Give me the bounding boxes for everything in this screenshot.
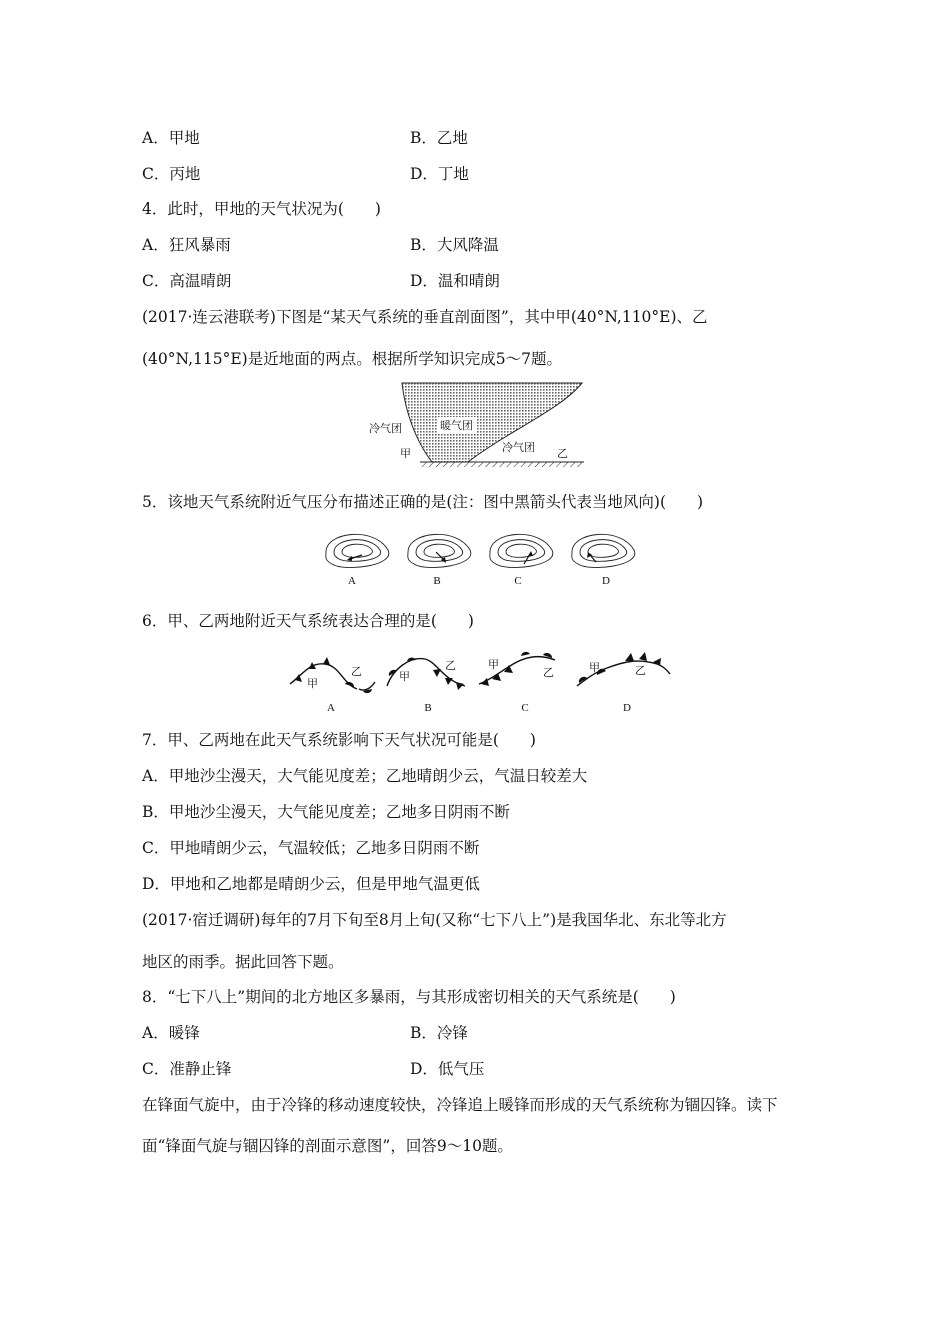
q4-option-a: A．狂风暴雨 [142,236,231,254]
q3-option-b: B．乙地 [410,129,468,147]
isobar-option-b [408,534,471,567]
front-b-jia: 甲 [399,670,410,683]
warm-air-mass-area [402,383,582,462]
intro1-line1: (2017·连云港联考)下图是“某天气系统的垂直剖面图”，其中甲(40°N,110°E)、乙 [142,308,708,326]
front-a-jia: 甲 [307,677,318,690]
point-jia-label: 甲 [400,447,411,460]
intro2-line1: (2017·宿迁调研)每年的7月下旬至8月上旬(又称“七下八上”)是我国华北、东北等北方 [142,911,727,929]
q8-option-a: A．暖锋 [142,1024,200,1042]
front-label-a: A [327,702,335,714]
front-options-figure [285,644,675,716]
q4-option-d: D．温和晴朗 [410,272,500,290]
front-label-c: C [521,702,529,714]
intro1-line2: (40°N,115°E)是近地面的两点。根据所学知识完成5～7题。 [142,350,562,368]
pressure-label-a: A [348,575,356,587]
front-c-yi: 乙 [543,666,554,679]
front-label-b: B [424,702,432,714]
q6-stem: 6．甲、乙两地附近天气系统表达合理的是( ) [142,612,474,630]
point-yi-label: 乙 [557,447,568,460]
isobar-option-c [490,534,553,567]
q7-option-d: D．甲地和乙地都是晴朗少云，但是甲地气温更低 [142,875,480,893]
isobar-option-d [572,534,635,567]
q5-stem: 5．该地天气系统附近气压分布描述正确的是(注：图中黑箭头代表当地风向)( ) [142,493,704,511]
cold-air-mass-right-label: 冷气团 [502,441,535,454]
intro3-line1: 在锋面气旋中，由于冷锋的移动速度较快，冷锋追上暖锋而形成的天气系统称为锢囚锋。读下 [142,1096,778,1114]
front-d-jia: 甲 [589,661,600,674]
isobar-option-a [326,534,389,567]
front-label-d: D [623,702,631,714]
warm-air-mass-label: 暖气团 [440,419,473,432]
pressure-label-d: D [602,575,610,587]
q7-option-b: B．甲地沙尘漫天，大气能见度差；乙地多日阴雨不断 [142,803,510,821]
cross-section-figure [360,380,590,470]
q7-option-a: A．甲地沙尘漫天，大气能见度差；乙地晴朗少云，气温日较差大 [142,767,588,785]
q8-option-d: D．低气压 [410,1060,485,1078]
front-c-jia: 甲 [488,658,499,671]
q3-option-c: C．丙地 [142,165,201,183]
pressure-options-figure [310,526,650,590]
q7-stem: 7．甲、乙两地在此天气系统影响下天气状况可能是( ) [142,731,536,749]
q8-stem: 8．“七下八上”期间的北方地区多暴雨，与其形成密切相关的天气系统是( ) [142,988,676,1006]
q8-option-c: C．准静止锋 [142,1060,232,1078]
q4-stem: 4．此时，甲地的天气状况为( ) [142,200,381,218]
q7-option-c: C．甲地晴朗少云，气温较低；乙地多日阴雨不断 [142,839,480,857]
q4-option-c: C．高温晴朗 [142,272,232,290]
front-d-yi: 乙 [635,664,646,677]
q3-option-d: D．丁地 [410,165,469,183]
pressure-label-c: C [514,575,522,587]
intro3-line2: 面“锋面气旋与锢囚锋的剖面示意图”，回答9～10题。 [142,1137,513,1155]
pressure-label-b: B [433,575,441,587]
q8-option-b: B．冷锋 [410,1024,468,1042]
q4-option-b: B．大风降温 [410,236,499,254]
front-a-yi: 乙 [351,665,362,678]
intro2-line2: 地区的雨季。据此回答下题。 [142,953,344,971]
front-b-yi: 乙 [445,659,456,672]
front-option-a [290,657,375,693]
q3-option-a: A．甲地 [142,129,200,147]
ground-hatch [420,462,584,467]
cold-air-mass-left-label: 冷气团 [369,422,402,435]
